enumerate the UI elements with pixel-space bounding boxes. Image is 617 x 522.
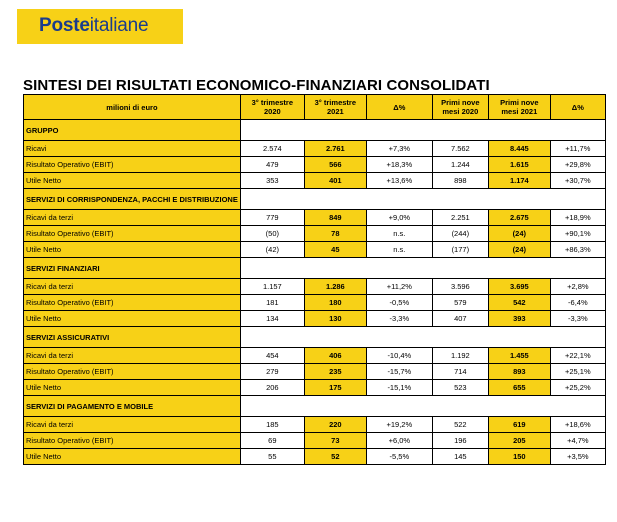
value-cell: 196	[432, 433, 488, 449]
row-label: Risultato Operativo (EBIT)	[24, 364, 241, 380]
value-cell: 145	[432, 449, 488, 465]
header-cell: Δ%	[550, 95, 605, 120]
value-cell: 1.455	[488, 348, 550, 364]
value-cell: +3,5%	[550, 449, 605, 465]
value-cell: -6,4%	[550, 295, 605, 311]
value-cell: 522	[432, 417, 488, 433]
value-cell: 3.596	[432, 279, 488, 295]
row-label: Risultato Operativo (EBIT)	[24, 226, 241, 242]
value-cell: 779	[240, 210, 304, 226]
value-cell: -0,5%	[366, 295, 432, 311]
section-filler-cell	[240, 189, 605, 210]
section-title: SERVIZI DI PAGAMENTO E MOBILE	[24, 396, 241, 417]
table-row	[24, 242, 606, 258]
value-cell: 220	[304, 417, 366, 433]
section-title: SERVIZI FINANZIARI	[24, 258, 241, 279]
value-cell: 206	[240, 380, 304, 396]
row-label: Utile Netto	[24, 449, 241, 465]
value-cell: 1.286	[304, 279, 366, 295]
value-cell: 1.615	[488, 157, 550, 173]
logo-wordmark	[39, 13, 148, 39]
value-cell: 69	[240, 433, 304, 449]
section-title: GRUPPO	[24, 120, 241, 141]
value-cell: 55	[240, 449, 304, 465]
value-cell: +9,0%	[366, 210, 432, 226]
value-cell: 406	[304, 348, 366, 364]
value-cell: 393	[488, 311, 550, 327]
value-cell: 401	[304, 173, 366, 189]
value-cell: (50)	[240, 226, 304, 242]
value-cell: +86,3%	[550, 242, 605, 258]
section-title: SERVIZI ASSICURATIVI	[24, 327, 241, 348]
value-cell: (24)	[488, 226, 550, 242]
value-cell: 185	[240, 417, 304, 433]
value-cell: +4,7%	[550, 433, 605, 449]
section-header-row	[24, 258, 606, 279]
table-row	[24, 279, 606, 295]
row-label: Ricavi da terzi	[24, 279, 241, 295]
value-cell: 3.695	[488, 279, 550, 295]
value-cell: 8.445	[488, 141, 550, 157]
value-cell: 542	[488, 295, 550, 311]
row-label: Risultato Operativo (EBIT)	[24, 433, 241, 449]
table-row	[24, 173, 606, 189]
value-cell: +18,3%	[366, 157, 432, 173]
document-title: SINTESI DEI RISULTATI ECONOMICO-FINANZIARI CONSOLIDATI	[23, 77, 490, 94]
value-cell: 181	[240, 295, 304, 311]
value-cell: -15,7%	[366, 364, 432, 380]
table-row	[24, 210, 606, 226]
section-filler-cell	[240, 120, 605, 141]
value-cell: 130	[304, 311, 366, 327]
value-cell: -3,3%	[550, 311, 605, 327]
header-cell: milioni di euro	[24, 95, 241, 120]
header-cell: 3° trimestre 2021	[304, 95, 366, 120]
value-cell: +6,0%	[366, 433, 432, 449]
results-table	[23, 94, 606, 465]
value-cell: 279	[240, 364, 304, 380]
value-cell: 2.761	[304, 141, 366, 157]
table-row	[24, 226, 606, 242]
table-row	[24, 348, 606, 364]
value-cell: 180	[304, 295, 366, 311]
section-header-row	[24, 396, 606, 417]
value-cell: +18,9%	[550, 210, 605, 226]
value-cell: +25,1%	[550, 364, 605, 380]
value-cell: 2.675	[488, 210, 550, 226]
value-cell: (177)	[432, 242, 488, 258]
value-cell: 655	[488, 380, 550, 396]
value-cell: 1.174	[488, 173, 550, 189]
value-cell: (244)	[432, 226, 488, 242]
section-title: SERVIZI DI CORRISPONDENZA, PACCHI E DISTRIBUZIONE	[24, 189, 241, 210]
value-cell: 134	[240, 311, 304, 327]
value-cell: 52	[304, 449, 366, 465]
value-cell: 454	[240, 348, 304, 364]
row-label: Utile Netto	[24, 242, 241, 258]
value-cell: 566	[304, 157, 366, 173]
value-cell: 2.251	[432, 210, 488, 226]
header-cell: Primi nove mesi 2020	[432, 95, 488, 120]
value-cell: 7.562	[432, 141, 488, 157]
value-cell: +22,1%	[550, 348, 605, 364]
row-label: Utile Netto	[24, 380, 241, 396]
value-cell: 1.192	[432, 348, 488, 364]
section-filler-cell	[240, 258, 605, 279]
section-header-row	[24, 327, 606, 348]
value-cell: 353	[240, 173, 304, 189]
value-cell: 1.244	[432, 157, 488, 173]
value-cell: 714	[432, 364, 488, 380]
value-cell: 175	[304, 380, 366, 396]
value-cell: +29,8%	[550, 157, 605, 173]
row-label: Ricavi da terzi	[24, 417, 241, 433]
value-cell: 407	[432, 311, 488, 327]
row-label: Risultato Operativo (EBIT)	[24, 157, 241, 173]
header-cell: 3° trimestre 2020	[240, 95, 304, 120]
table-row	[24, 417, 606, 433]
value-cell: (42)	[240, 242, 304, 258]
table-row	[24, 311, 606, 327]
header-cell: Δ%	[366, 95, 432, 120]
value-cell: 2.574	[240, 141, 304, 157]
section-header-row	[24, 189, 606, 210]
section-header-row	[24, 120, 606, 141]
value-cell: 893	[488, 364, 550, 380]
row-label: Ricavi da terzi	[24, 210, 241, 226]
value-cell: +13,6%	[366, 173, 432, 189]
table-body	[24, 120, 606, 465]
poste-italiane-logo	[17, 9, 183, 44]
value-cell: 849	[304, 210, 366, 226]
row-label: Ricavi da terzi	[24, 348, 241, 364]
table-row	[24, 157, 606, 173]
row-label: Utile Netto	[24, 173, 241, 189]
value-cell: 78	[304, 226, 366, 242]
value-cell: 235	[304, 364, 366, 380]
value-cell: 150	[488, 449, 550, 465]
header-cell: Primi nove mesi 2021	[488, 95, 550, 120]
row-label: Risultato Operativo (EBIT)	[24, 295, 241, 311]
value-cell: +7,3%	[366, 141, 432, 157]
value-cell: 205	[488, 433, 550, 449]
value-cell: 73	[304, 433, 366, 449]
value-cell: +18,6%	[550, 417, 605, 433]
row-label: Ricavi	[24, 141, 241, 157]
value-cell: -3,3%	[366, 311, 432, 327]
value-cell: 619	[488, 417, 550, 433]
table-row	[24, 295, 606, 311]
value-cell: 898	[432, 173, 488, 189]
value-cell: +11,2%	[366, 279, 432, 295]
section-filler-cell	[240, 327, 605, 348]
value-cell: +19,2%	[366, 417, 432, 433]
table-row	[24, 449, 606, 465]
logo-regular-text: italiane	[89, 15, 149, 36]
value-cell: (24)	[488, 242, 550, 258]
value-cell: -5,5%	[366, 449, 432, 465]
logo-bold-text: Poste	[39, 15, 90, 36]
value-cell: +30,7%	[550, 173, 605, 189]
value-cell: 579	[432, 295, 488, 311]
table-header-row	[24, 95, 606, 120]
value-cell: +2,8%	[550, 279, 605, 295]
value-cell: -15,1%	[366, 380, 432, 396]
section-filler-cell	[240, 396, 605, 417]
table-row	[24, 380, 606, 396]
value-cell: +25,2%	[550, 380, 605, 396]
value-cell: n.s.	[366, 226, 432, 242]
value-cell: +90,1%	[550, 226, 605, 242]
table-row	[24, 141, 606, 157]
table-row	[24, 364, 606, 380]
value-cell: 45	[304, 242, 366, 258]
value-cell: 523	[432, 380, 488, 396]
row-label: Utile Netto	[24, 311, 241, 327]
value-cell: -10,4%	[366, 348, 432, 364]
value-cell: +11,7%	[550, 141, 605, 157]
value-cell: 1.157	[240, 279, 304, 295]
table-row	[24, 433, 606, 449]
value-cell: 479	[240, 157, 304, 173]
value-cell: n.s.	[366, 242, 432, 258]
